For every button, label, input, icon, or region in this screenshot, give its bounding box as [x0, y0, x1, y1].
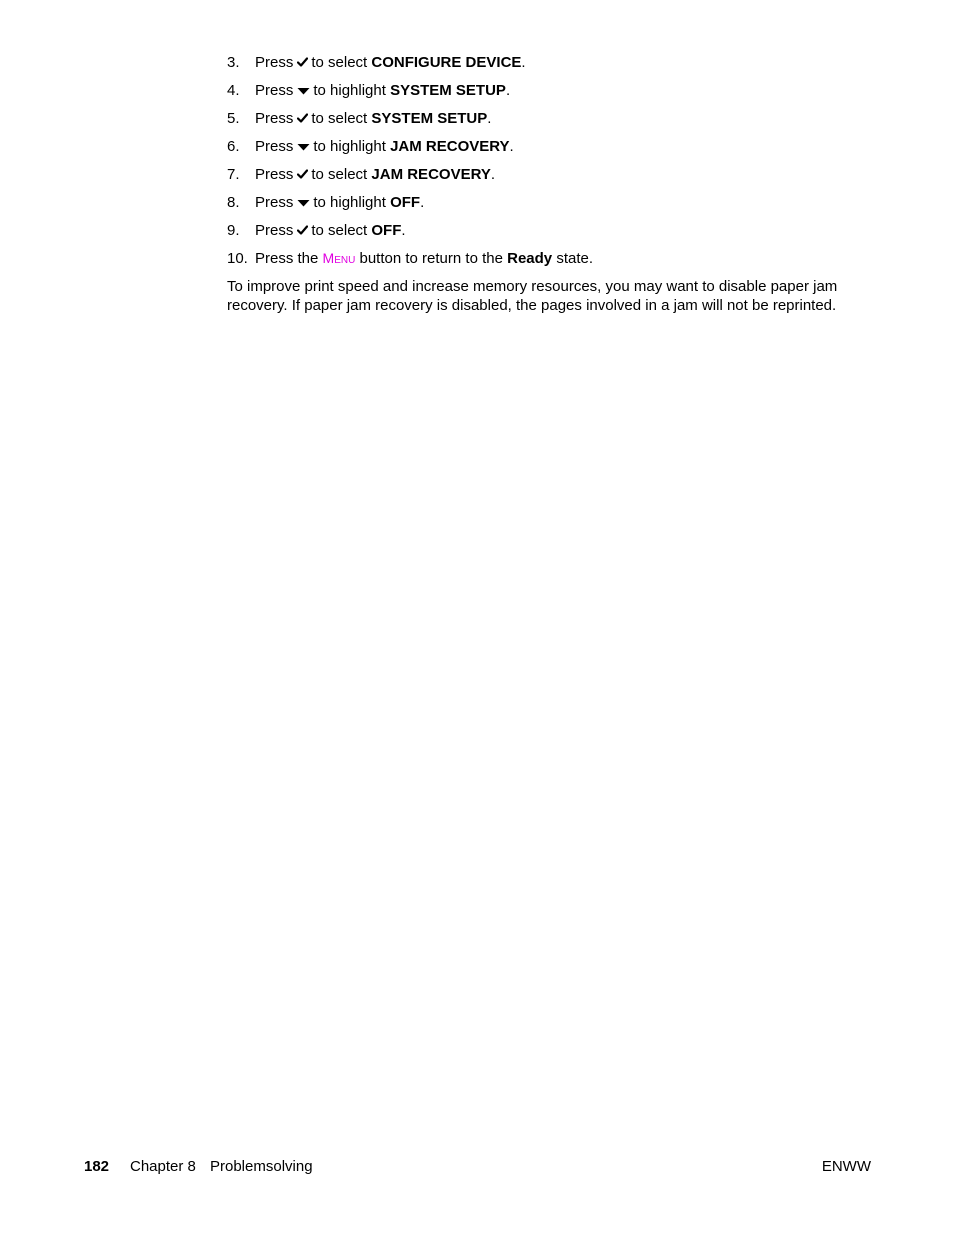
step-number: 7.: [227, 166, 240, 183]
list-item: [227, 109, 877, 128]
step-text: [255, 81, 510, 100]
step-value: OFF: [390, 194, 421, 211]
step-mid: to highlight: [313, 194, 386, 211]
step-value: CONFIGURE DEVICE: [371, 54, 522, 71]
step-value: Ready: [507, 250, 553, 267]
body-paragraph: To improve print speed and increase memory resources, you may want to disable paper jam recovery. If paper jam recovery is disabled, the pages involved in a jam will not be reprinted.: [227, 278, 838, 314]
step-mid: to select: [311, 54, 368, 71]
step-pre: Press: [255, 54, 294, 71]
step-text: [255, 53, 526, 72]
step-value: OFF: [371, 222, 402, 239]
step-mid: to select: [311, 222, 368, 239]
step-post: .: [505, 82, 511, 99]
step-post: .: [420, 194, 425, 211]
step-mid: to highlight: [313, 138, 386, 155]
step-number: 9.: [227, 222, 240, 239]
step-number: 10.: [227, 250, 248, 267]
step-value: JAM RECOVERY: [371, 166, 491, 183]
check-icon: [297, 53, 308, 72]
step-post: .: [490, 166, 496, 183]
step-pre: Press: [255, 138, 294, 155]
step-post: state.: [556, 250, 593, 267]
list-item: [227, 193, 877, 212]
step-number: 4.: [227, 82, 240, 99]
step-pre: Press: [255, 82, 294, 99]
step-post: .: [509, 138, 514, 155]
step-post: .: [401, 222, 406, 239]
step-mid: to select: [311, 166, 368, 183]
list-item: [227, 81, 877, 100]
step-post: .: [521, 54, 526, 71]
step-number: 3.: [227, 54, 240, 71]
step-pre: Press: [255, 110, 294, 127]
page-footer: [84, 1157, 871, 1177]
step-pre: Press: [255, 194, 294, 211]
step-text: [255, 249, 593, 268]
step-number: 8.: [227, 194, 240, 211]
step-pre: Press the: [255, 250, 319, 267]
chapter-label: Chapter 8: [130, 1158, 196, 1175]
step-list: [227, 53, 877, 268]
page-number: 182: [84, 1158, 110, 1175]
step-text: [255, 165, 495, 184]
step-pre: Press: [255, 222, 294, 239]
down-arrow-icon: [297, 81, 310, 100]
step-post: .: [487, 110, 492, 127]
down-arrow-icon: [297, 193, 310, 212]
step-value: JAM RECOVERY: [390, 138, 510, 155]
menu-button-label: Menu: [322, 250, 356, 266]
step-number: 6.: [227, 138, 240, 155]
step-text: [255, 137, 514, 156]
down-arrow-icon: [297, 137, 310, 156]
check-icon: [297, 221, 308, 240]
step-value: SYSTEM SETUP: [371, 110, 488, 127]
step-mid: to highlight: [313, 82, 386, 99]
list-item: [227, 221, 877, 240]
check-icon: [297, 165, 308, 184]
locale-label: ENWW: [821, 1158, 871, 1175]
list-item: [227, 249, 877, 268]
list-item: [227, 165, 877, 184]
step-text: [255, 221, 406, 240]
step-mid: to select: [311, 110, 368, 127]
step-text: [255, 193, 424, 212]
list-item: [227, 137, 877, 156]
step-text: [255, 109, 491, 128]
check-icon: [297, 109, 308, 128]
step-number: 5.: [227, 110, 240, 127]
step-mid: button to return to the: [359, 250, 503, 267]
section-label: Problemsolving: [210, 1158, 313, 1175]
page-content: [227, 53, 877, 315]
step-value: SYSTEM SETUP: [390, 82, 506, 99]
step-pre: Press: [255, 166, 294, 183]
list-item: [227, 53, 877, 72]
